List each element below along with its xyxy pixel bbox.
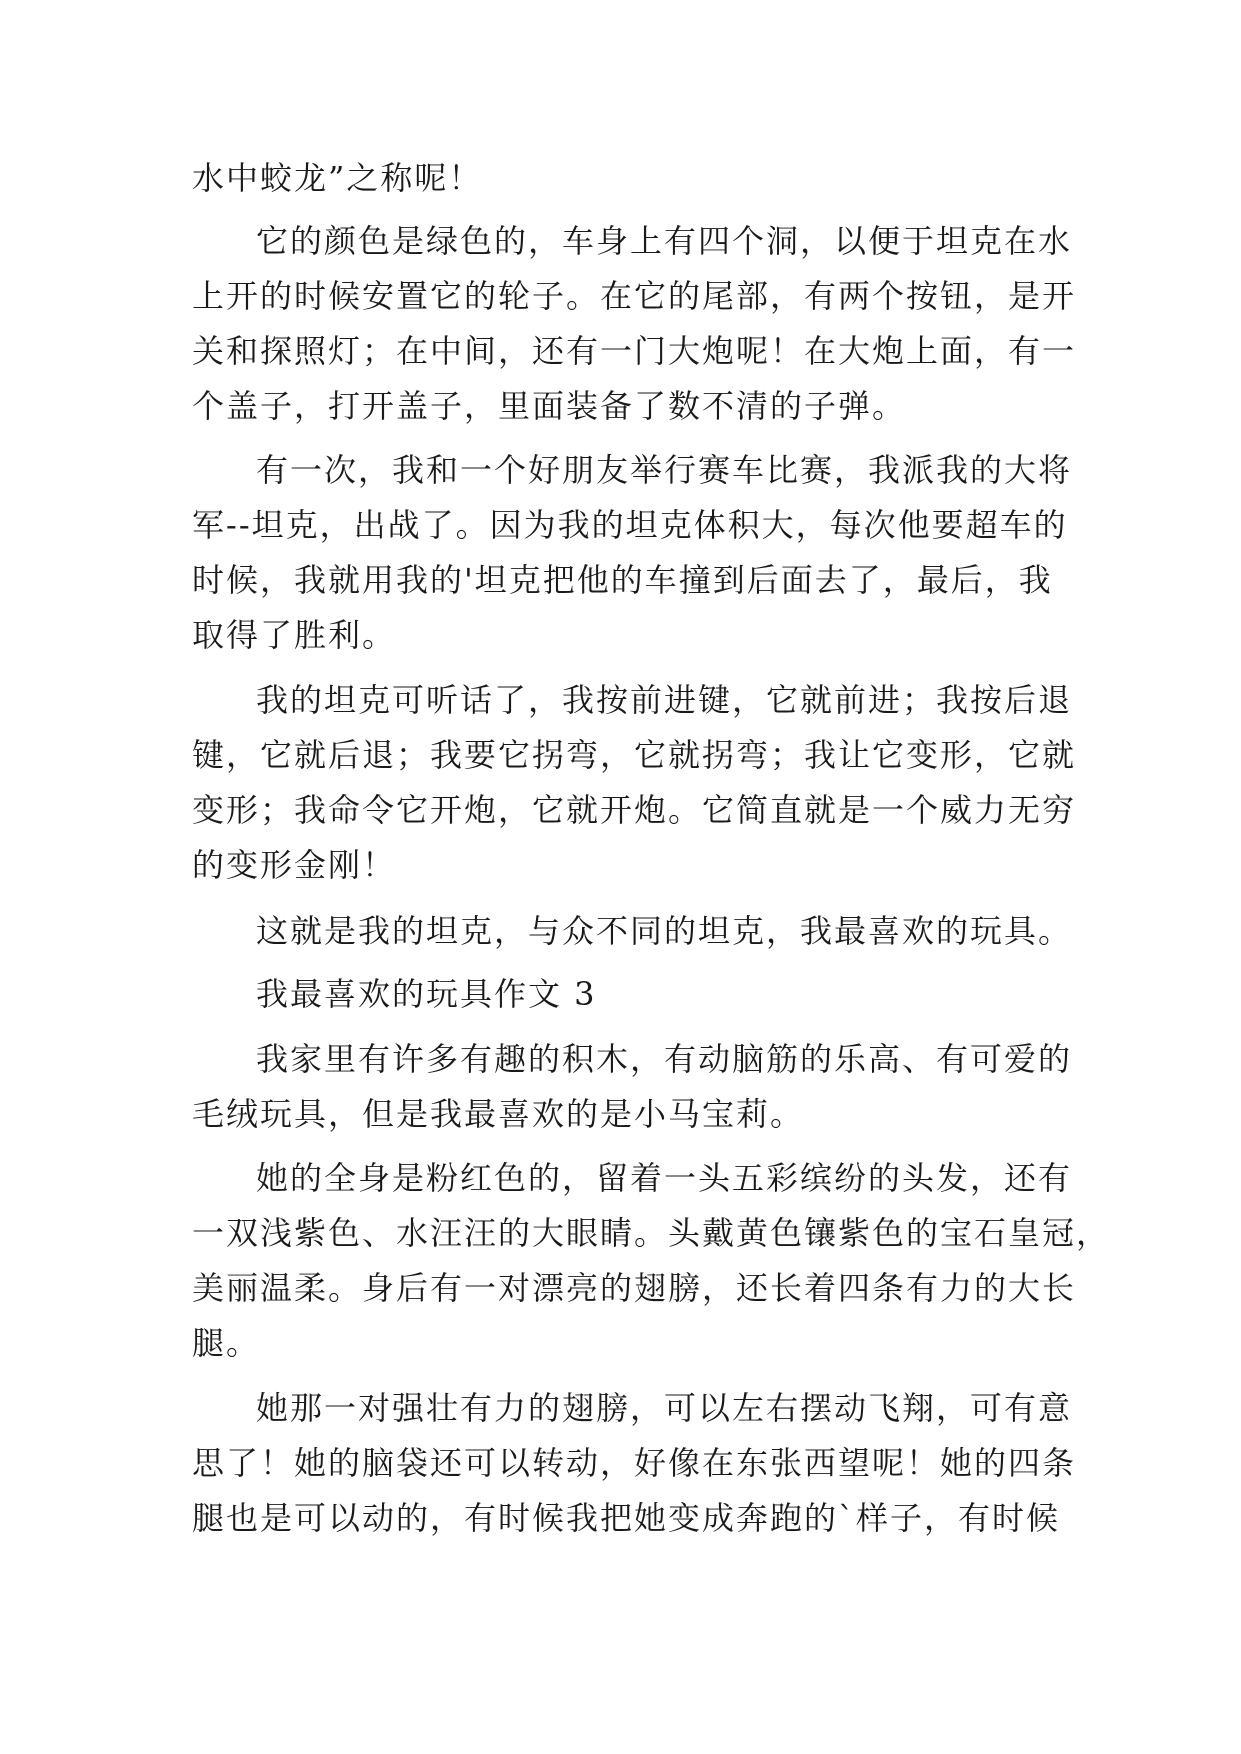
text-line: 时候，我就用我的'坦克把他的车撞到后面去了，最后，我 (192, 561, 1053, 599)
text-line: 思了！她的脑袋还可以转动，好像在东张西望呢！她的四条 (192, 1444, 1077, 1482)
paragraph-start-line: 这就是我的坦克，与众不同的坦克，我最喜欢的玩具。 (256, 912, 1073, 950)
paragraph-start-line: 它的颜色是绿色的，车身上有四个洞，以便于坦克在水 (256, 222, 1073, 260)
text-line: 上开的时候安置它的轮子。在它的尾部，有两个按钮，是开 (192, 277, 1077, 315)
text-line: 的变形金刚！ (192, 846, 397, 884)
section-heading: 我最喜欢的玩具作文 3 (256, 975, 597, 1013)
paragraph-start-line: 她的全身是粉红色的，留着一头五彩缤纷的头发，还有 (256, 1159, 1073, 1197)
text-line: 取得了胜利。 (192, 616, 397, 654)
text-line: 腿。 (192, 1324, 261, 1362)
text-line: 关和探照灯；在中间，还有一门大炮呢！在大炮上面，有一 (192, 332, 1077, 370)
paragraph-start-line: 我的坦克可听话了，我按前进键，它就前进；我按后退 (256, 681, 1073, 719)
text-line: 美丽温柔。身后有一对漂亮的翅膀，还长着四条有力的大长 (192, 1269, 1077, 1307)
text-line: 键，它就后退；我要它拐弯，它就拐弯；我让它变形，它就 (192, 736, 1077, 774)
paragraph-start-line: 她那一对强壮有力的翅膀，可以左右摆动飞翔，可有意 (256, 1389, 1073, 1427)
paragraph-start-line: 有一次，我和一个好朋友举行赛车比赛，我派我的大将 (256, 451, 1073, 489)
text-line: 军--坦克，出战了。因为我的坦克体积大，每次他要超车的 (192, 506, 1068, 544)
text-line: 毛绒玩具，但是我最喜欢的是小马宝莉。 (192, 1095, 805, 1133)
text-line: 水中蛟龙”之称呢！ (192, 159, 483, 197)
text-line: 变形；我命令它开炮，它就开炮。它简直就是一个威力无穷 (192, 791, 1077, 829)
text-line: 个盖子，打开盖子，里面装备了数不清的子弹。 (192, 387, 907, 425)
text-line: 一双浅紫色、水汪汪的大眼睛。头戴黄色镶紫色的宝石皇冠， (192, 1214, 1111, 1252)
text-line: 腿也是可以动的，有时候我把她变成奔跑的`样子，有时候 (192, 1499, 1061, 1537)
paragraph-start-line: 我家里有许多有趣的积木，有动脑筋的乐高、有可爱的 (256, 1040, 1073, 1078)
